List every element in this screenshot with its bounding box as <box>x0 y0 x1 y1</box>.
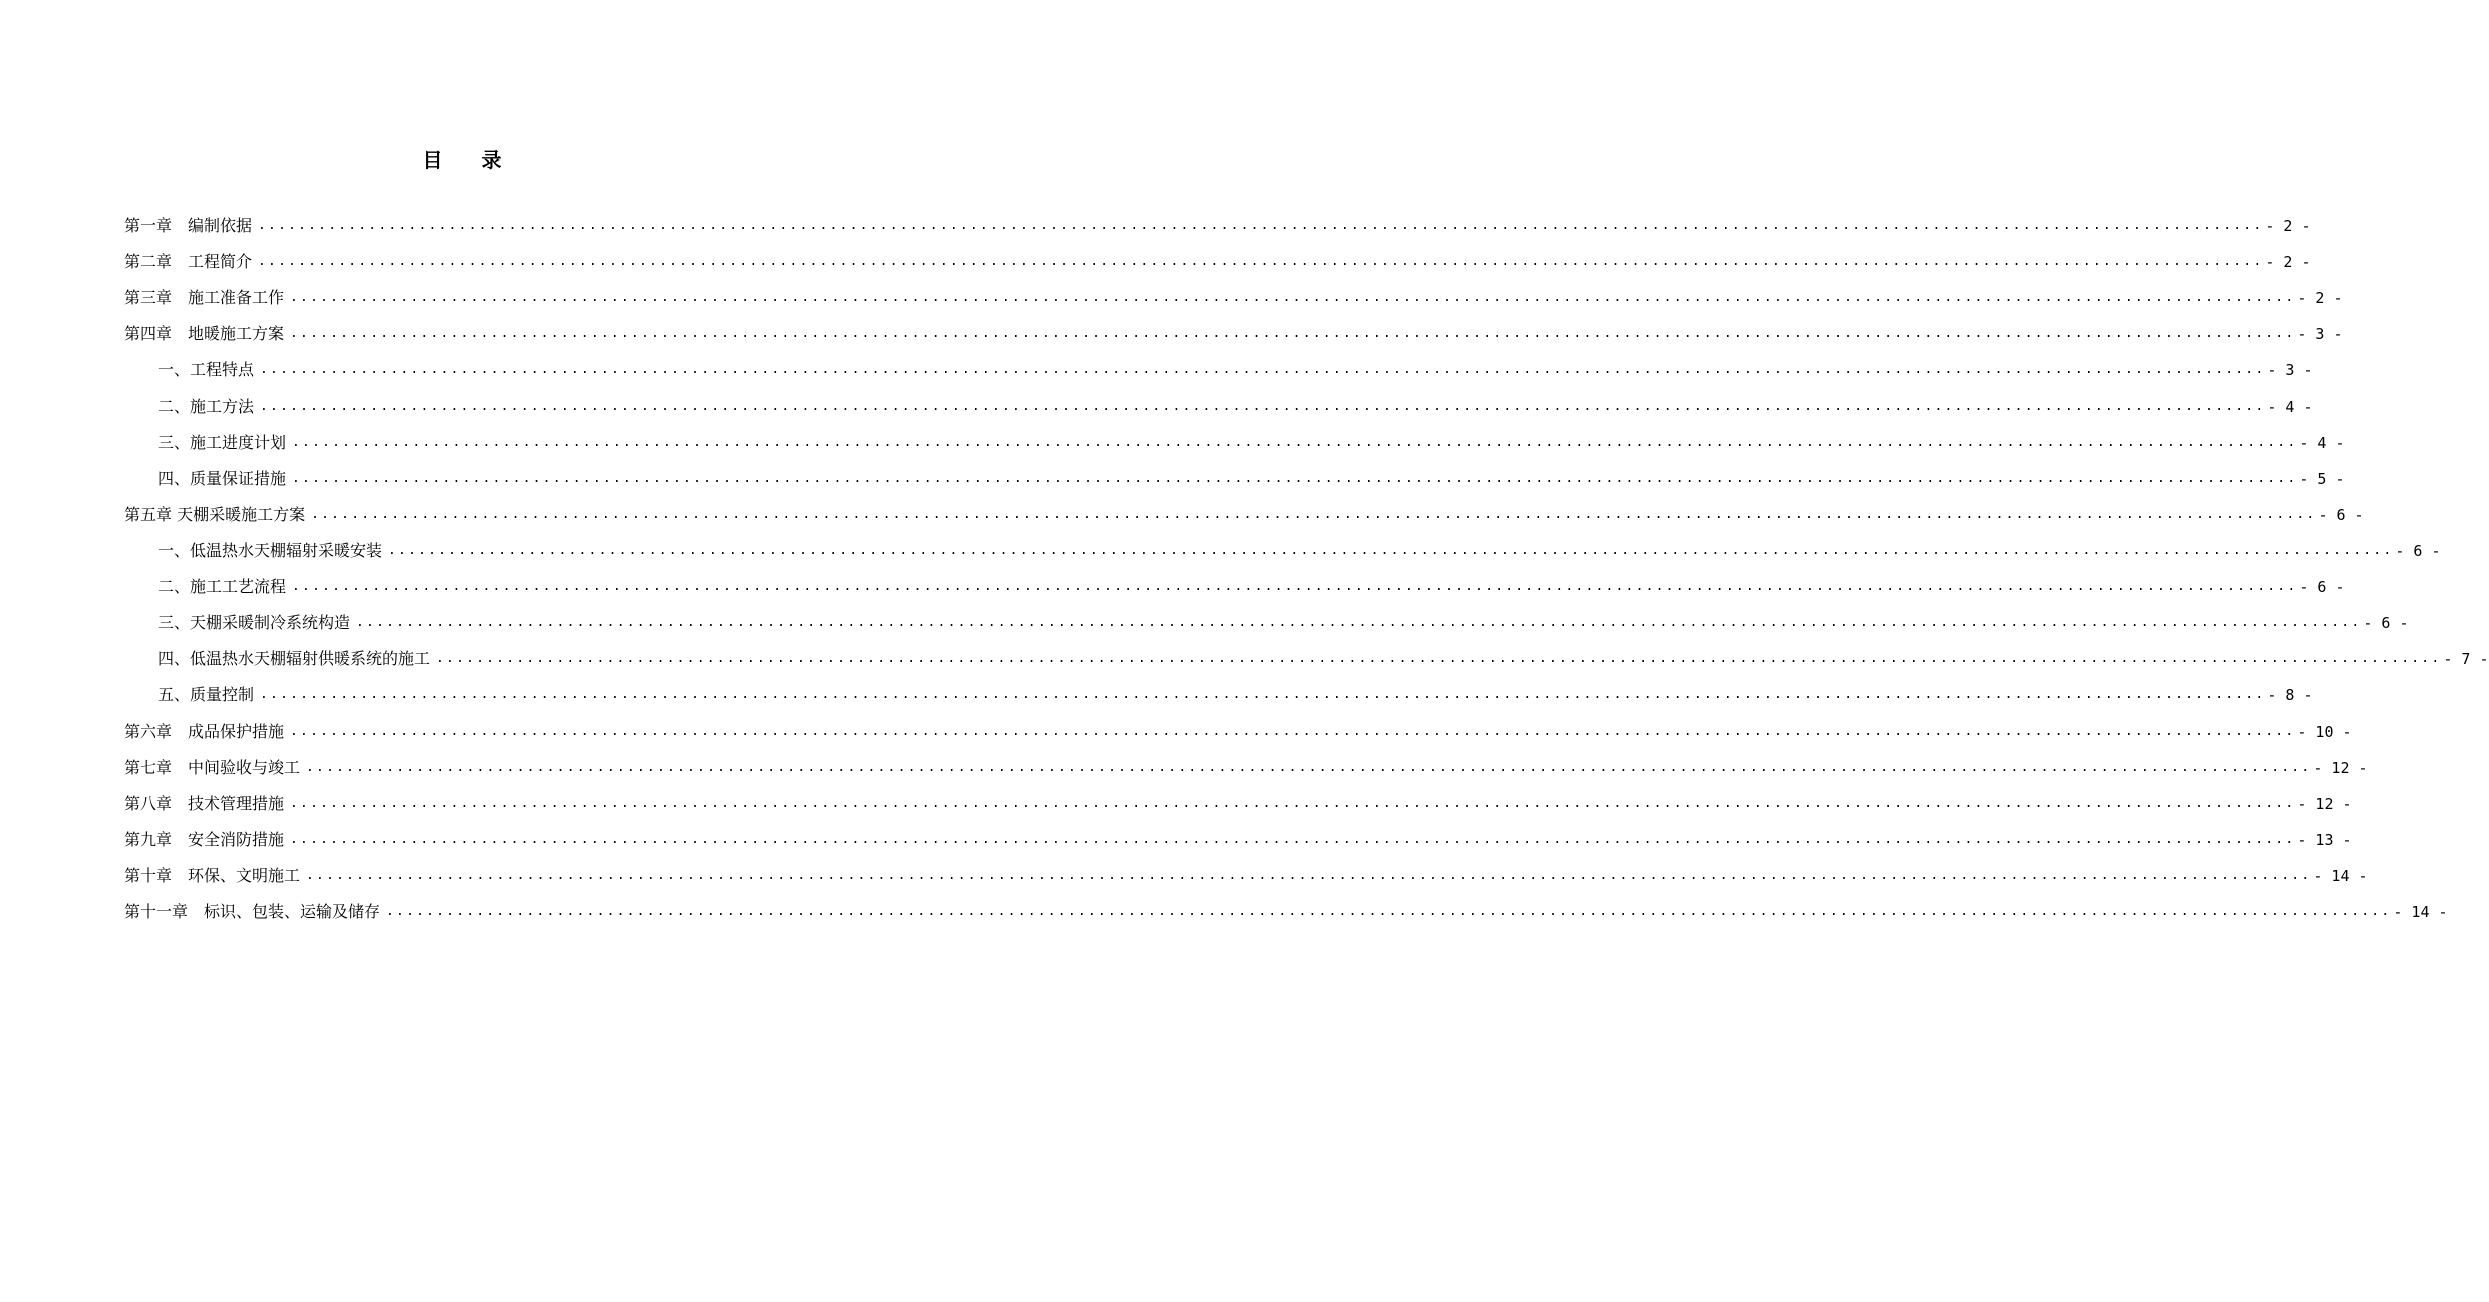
toc-leader-dots: ........................................................................................................................................................................................................ <box>292 470 2298 486</box>
toc-page-number: - 8 - <box>2267 686 2313 705</box>
toc-entry-label: 二、施工工艺流程 <box>158 577 287 597</box>
toc-leader-dots: ........................................................................................................................................................................................................ <box>260 398 2266 414</box>
toc-entry[interactable] <box>124 641 2489 677</box>
toc-entry-label: 四、低温热水天棚辐射供暖系统的施工 <box>158 649 431 669</box>
toc-entry[interactable] <box>124 569 2345 605</box>
toc-leader-dots: ........................................................................................................................................................................................................ <box>260 687 2266 703</box>
toc-leader-dots: ........................................................................................................................................................................................................ <box>290 795 2296 811</box>
toc-leader-dots: ........................................................................................................................................................................................................ <box>290 326 2296 342</box>
toc-leader-dots: ........................................................................................................................................................................................................ <box>258 218 2264 233</box>
toc-entry[interactable] <box>124 352 2313 388</box>
toc-entry-label: 一、工程特点 <box>158 360 255 380</box>
toc-leader-dots: ........................................................................................................................................................................................................ <box>311 506 2317 522</box>
toc-leader-dots: ........................................................................................................................................................................................................ <box>356 615 2362 631</box>
toc-entry[interactable] <box>124 786 2352 822</box>
toc-leader-dots: ........................................................................................................................................................................................................ <box>290 831 2296 847</box>
toc-leader-dots: ........................................................................................................................................................................................................ <box>292 434 2298 450</box>
toc-entry-label: 第九章 安全消防措施 <box>124 829 285 849</box>
toc-page-number: - 2 - <box>2265 217 2311 235</box>
toc-leader-dots: ........................................................................................................................................................................................................ <box>290 290 2296 306</box>
table-of-contents <box>124 208 2489 930</box>
toc-leader-dots: ........................................................................................................................................................................................................ <box>260 362 2266 378</box>
toc-entry-label: 第四章 地暖施工方案 <box>124 324 285 344</box>
toc-entry-label: 第三章 施工准备工作 <box>124 288 285 308</box>
toc-entry[interactable] <box>124 461 2345 497</box>
toc-entry[interactable] <box>124 389 2313 425</box>
toc-page-number: - 2 - <box>2297 289 2343 308</box>
toc-page-number: - 13 - <box>2297 830 2352 849</box>
toc-entry-label: 四、质量保证措施 <box>158 468 287 488</box>
toc-page-number: - 5 - <box>2299 469 2345 488</box>
toc-leader-dots: ........................................................................................................................................................................................................ <box>292 579 2298 595</box>
toc-page-number: - 6 - <box>2363 614 2409 633</box>
toc-entry-label: 第二章 工程简介 <box>124 252 253 272</box>
toc-leader-dots: ........................................................................................................................................................................................................ <box>306 759 2312 775</box>
toc-entry[interactable] <box>124 605 2409 641</box>
toc-leader-dots: ........................................................................................................................................................................................................ <box>290 723 2296 739</box>
toc-entry[interactable] <box>124 280 2343 316</box>
toc-page-number: - 14 - <box>2313 866 2368 885</box>
toc-page-number: - 3 - <box>2267 361 2313 380</box>
toc-page-number: - 10 - <box>2297 722 2352 741</box>
toc-entry[interactable] <box>124 533 2441 569</box>
toc-entry[interactable] <box>124 316 2343 352</box>
toc-page-number: - 3 - <box>2297 325 2343 344</box>
toc-entry-label: 一、低温热水天棚辐射采暖安装 <box>158 540 383 560</box>
toc-entry-label: 第六章 成品保护措施 <box>124 721 285 741</box>
toc-entry-label: 第一章 编制依据 <box>124 216 253 235</box>
toc-leader-dots: ........................................................................................................................................................................................................ <box>388 542 2394 558</box>
toc-entry-label: 五、质量控制 <box>158 685 255 705</box>
toc-page-number: - 4 - <box>2267 397 2313 416</box>
toc-entry[interactable] <box>124 822 2352 858</box>
toc-entry-label: 第七章 中间验收与竣工 <box>124 757 301 777</box>
toc-entry[interactable] <box>124 750 2368 786</box>
toc-entry-label: 第五章 天棚采暖施工方案 <box>124 504 306 524</box>
toc-entry[interactable] <box>124 677 2313 713</box>
page-title: 目 录 <box>422 148 518 172</box>
toc-entry[interactable] <box>124 858 2368 894</box>
toc-leader-dots: ........................................................................................................................................................................................................ <box>386 904 2392 920</box>
toc-page-number: - 4 - <box>2299 433 2345 452</box>
toc-entry-label: 三、施工进度计划 <box>158 432 287 452</box>
toc-leader-dots: ........................................................................................................................................................................................................ <box>258 254 2264 270</box>
toc-page-number: - 6 - <box>2299 578 2345 597</box>
toc-entry-label: 第十章 环保、文明施工 <box>124 865 301 885</box>
toc-page-number: - 14 - <box>2393 903 2448 922</box>
toc-entry-label: 第十一章 标识、包装、运输及储存 <box>124 902 381 922</box>
toc-entry[interactable] <box>124 894 2448 930</box>
toc-entry[interactable] <box>124 497 2364 533</box>
toc-entry-label: 三、天棚采暖制冷系统构造 <box>158 613 351 633</box>
toc-leader-dots: ........................................................................................................................................................................................................ <box>436 651 2442 667</box>
toc-entry-label: 二、施工方法 <box>158 396 255 416</box>
toc-page-number: - 2 - <box>2265 253 2311 272</box>
toc-page-number: - 7 - <box>2443 650 2489 669</box>
toc-page-number: - 6 - <box>2395 541 2441 560</box>
toc-entry-label: 第八章 技术管理措施 <box>124 793 285 813</box>
toc-page-number: - 12 - <box>2313 758 2368 777</box>
toc-leader-dots: ........................................................................................................................................................................................................ <box>306 867 2312 883</box>
toc-entry[interactable] <box>124 425 2345 461</box>
toc-page-number: - 12 - <box>2297 794 2352 813</box>
toc-entry[interactable] <box>124 244 2311 280</box>
toc-entry[interactable] <box>124 714 2352 750</box>
toc-page-number: - 6 - <box>2318 505 2364 524</box>
toc-entry[interactable] <box>124 208 2311 244</box>
